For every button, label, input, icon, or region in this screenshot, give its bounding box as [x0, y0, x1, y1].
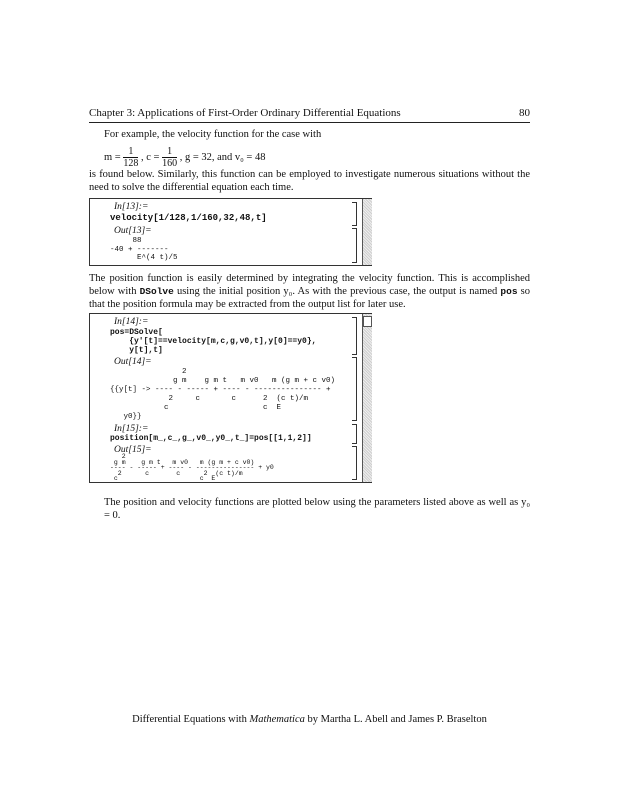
chapter-title: Chapter 3: Applications of First-Order Ordinary Differential Equations — [89, 107, 401, 119]
out-label-13: Out[13]= — [114, 226, 152, 236]
page-number: 80 — [519, 107, 530, 119]
out-label-15: Out[15]= — [114, 445, 152, 455]
m-denominator: 128 — [123, 158, 139, 169]
intro-line: For example, the velocity function for the case with — [104, 129, 322, 140]
input-14-line1[interactable]: pos=DSolve[ — [110, 328, 163, 337]
scrollbar[interactable] — [362, 314, 372, 482]
para-text: The position function is easily determined by integrating the velocity function. This is accomplished below with — [89, 273, 530, 297]
cell-bracket[interactable] — [352, 202, 357, 226]
m-numerator: 1 — [123, 146, 138, 158]
c-label: , c = — [140, 151, 160, 163]
output-13-main: -40 + ------- — [110, 246, 169, 254]
cell-bracket[interactable] — [352, 228, 357, 263]
in-label-14: In[14]:= — [114, 317, 149, 327]
book-footer — [89, 714, 530, 725]
output-15: 2 g m g m t m v0 m (g m + c v0) ---- - ----- + ---- - --------------- + y0 2 c c 2 (c t)/m c c E — [110, 453, 274, 483]
input-15[interactable]: position[m_,c_,g_,v0_,y0_,t_]=pos[[1,1,2]] — [110, 434, 312, 443]
output-13-den: E^(4 t)/5 — [110, 254, 178, 262]
running-header — [89, 107, 530, 119]
position-paragraph — [89, 272, 530, 311]
plot-intro-paragraph: The position and velocity functions are plotted below using the parameters listed above as well as y₀ = 0. — [104, 497, 530, 521]
intro-paragraph: is found below. Similarly, this function can be employed to investigate numerous situations without the need to solve the differential equation each time. — [89, 169, 530, 193]
g-v0-values: , g = 32, and v₀ = 48 — [179, 151, 266, 163]
footer-text: Differential Equations with — [132, 714, 250, 725]
output-13-num: 88 — [110, 237, 142, 245]
footer-italic: Mathematica — [249, 714, 305, 725]
m-fraction — [123, 146, 138, 169]
footer-text: by Martha L. Abell and James P. Braselton — [304, 714, 487, 725]
cell-bracket[interactable] — [352, 357, 357, 421]
para-text: so that the position formula may be extracted from the output list for later use. — [89, 286, 531, 310]
notebook-cell-14-15[interactable] — [89, 313, 372, 483]
notebook-cell-13[interactable] — [89, 198, 372, 266]
code-pos: pos — [500, 286, 518, 297]
cell-bracket[interactable] — [352, 446, 357, 480]
out-label-14: Out[14]= — [114, 357, 152, 367]
input-13[interactable]: velocity[1/128,1/160,32,48,t] — [110, 213, 267, 223]
input-14-line3[interactable]: y[t],t] — [110, 346, 163, 355]
cell-bracket[interactable] — [352, 424, 357, 444]
scrollbar[interactable] — [362, 199, 372, 265]
header-rule — [89, 122, 530, 123]
m-label: m = — [104, 151, 121, 163]
scroll-thumb[interactable] — [363, 316, 372, 327]
in-label-15: In[15]:= — [114, 424, 149, 434]
cell-bracket[interactable] — [352, 317, 357, 355]
in-label-13: In[13]:= — [114, 202, 149, 212]
c-numerator: 1 — [162, 146, 177, 158]
input-14-line2[interactable]: {y'[t]==velocity[m,c,g,v0,t],y[0]==y0}, — [110, 337, 317, 346]
c-denominator: 160 — [162, 158, 178, 169]
para-text: using the initial position y₀. As with the previous case, the output is named — [173, 286, 501, 297]
output-14: 2 g m g m t m v0 m (g m + c v0) {{y[t] -> ---- - ----- + ---- - --------------- + 2 c c 2 (c t)/m c c E y0}} — [110, 368, 336, 421]
c-fraction — [162, 146, 177, 169]
code-dsolve: DSolve — [139, 286, 174, 297]
parameter-equation — [104, 146, 265, 169]
